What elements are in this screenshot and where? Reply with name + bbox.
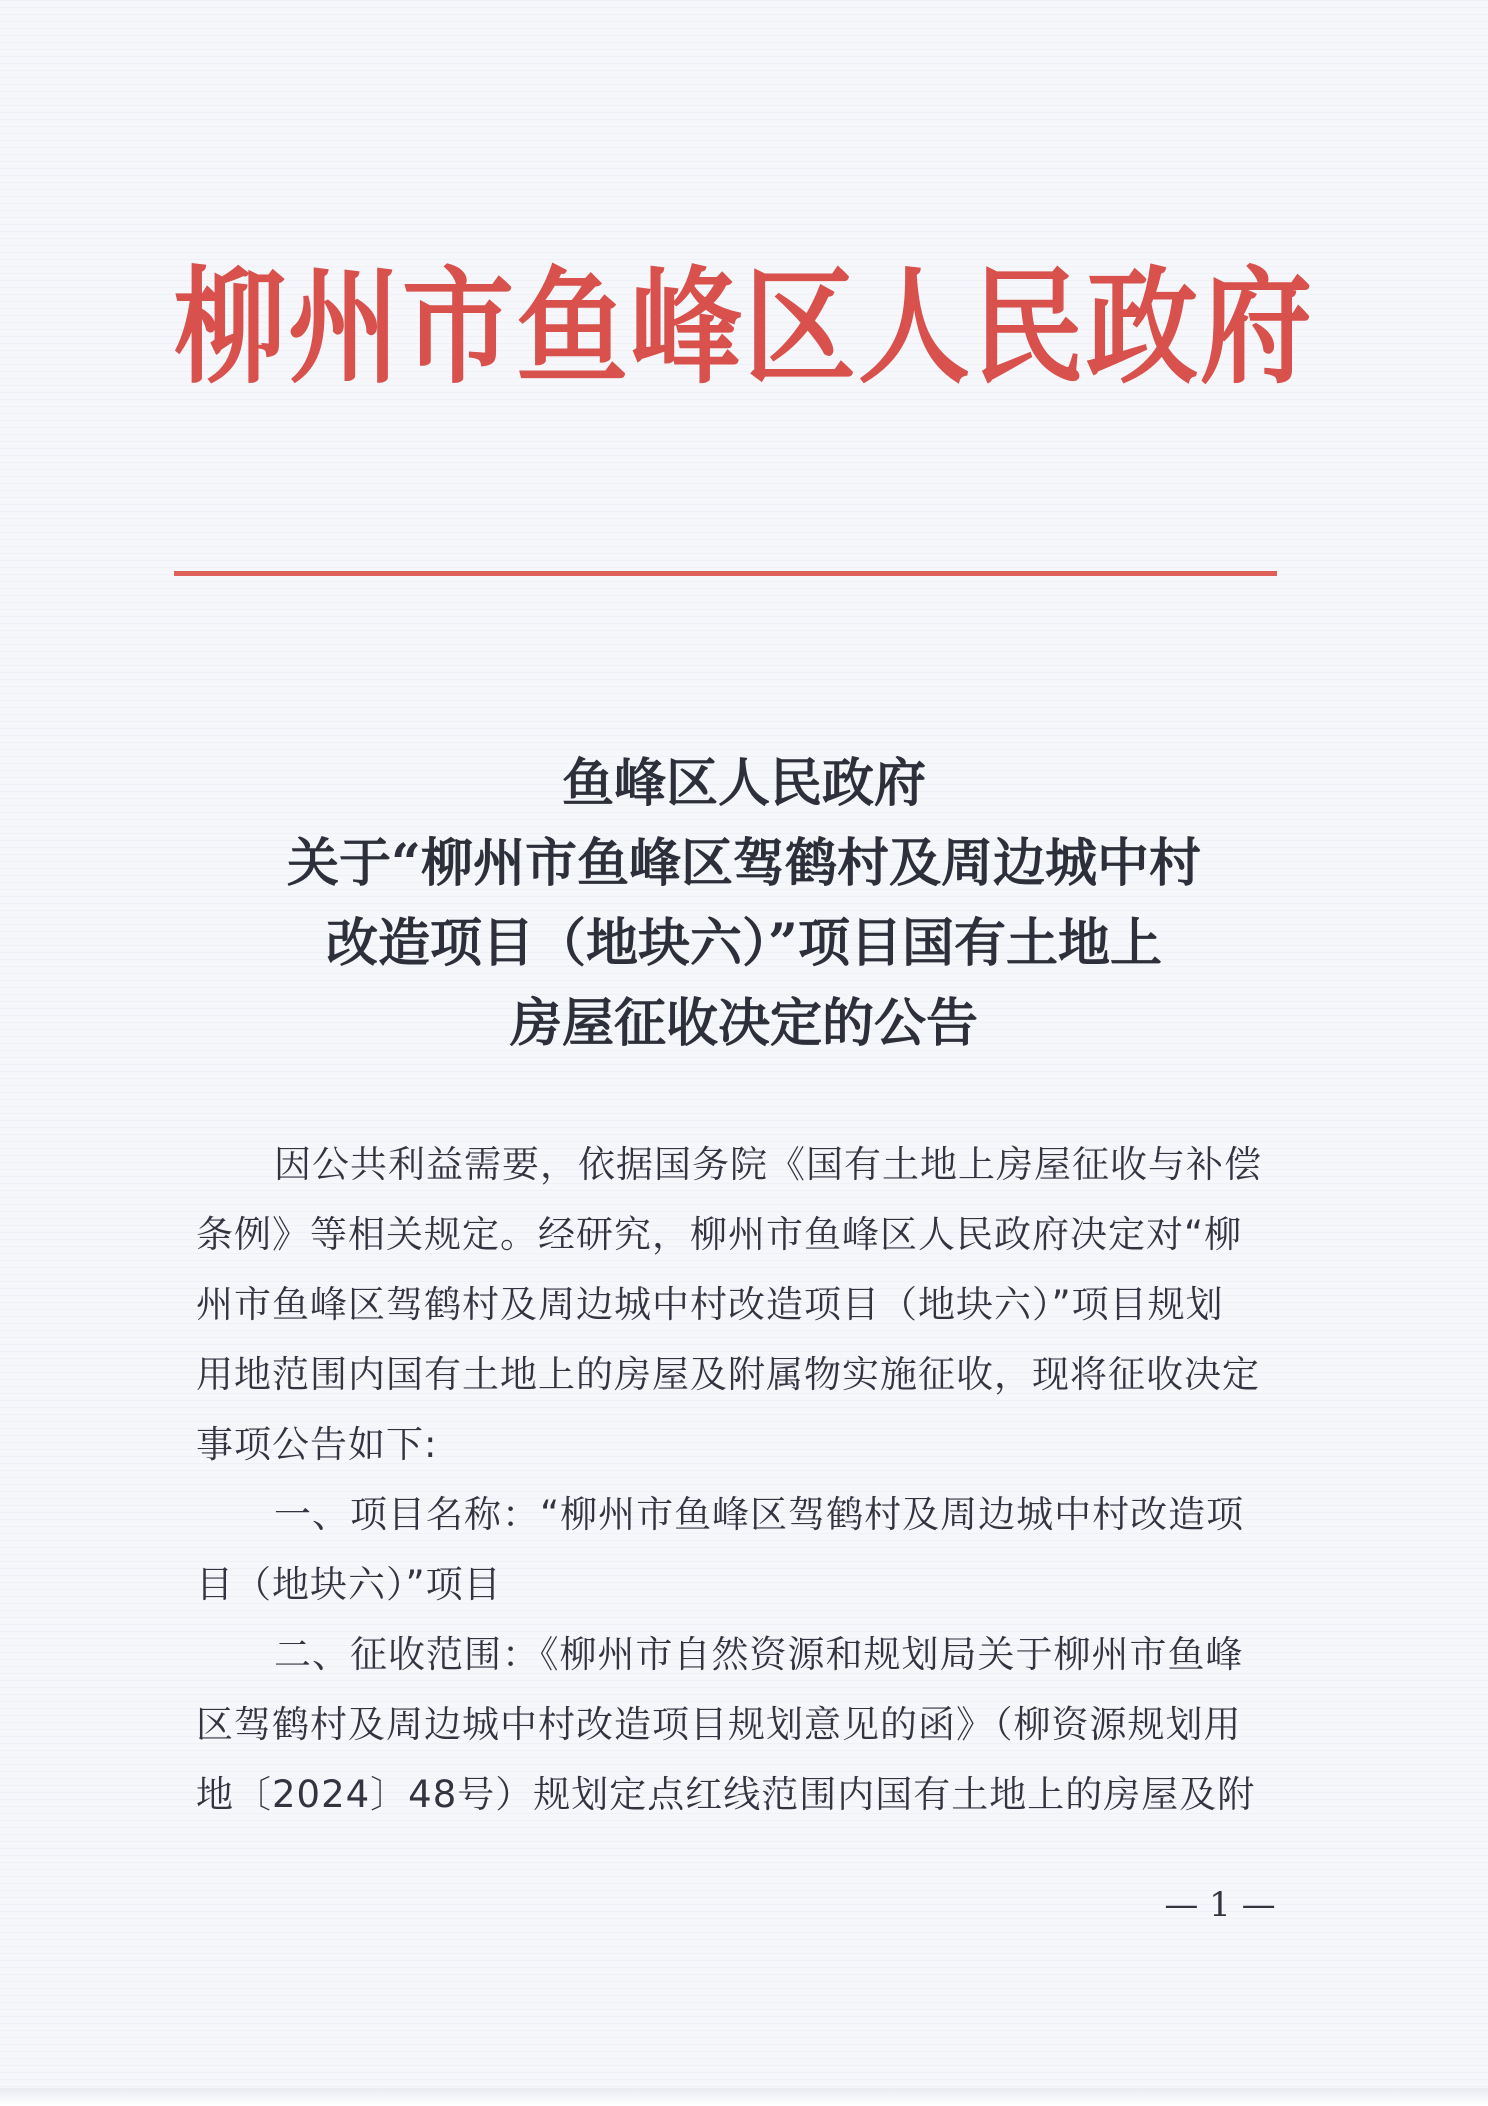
item-project-name-line-2: 目（地块六）”项目 bbox=[196, 1563, 502, 1606]
title-line-3: 改造项目（地块六）”项目国有土地上 bbox=[326, 913, 1162, 974]
title-line-2: 关于“柳州市鱼峰区驾鹤村及周边城中村 bbox=[287, 833, 1201, 894]
item-project-name-line-1: 一、项目名称：“柳州市鱼峰区驾鹤村及周边城中村改造项 bbox=[274, 1493, 1245, 1536]
paragraph-intro-line-4: 用地范围内国有土地上的房屋及附属物实施征收，现将征收决定 bbox=[196, 1353, 1260, 1396]
paragraph-intro-line-2: 条例》等相关规定。经研究，柳州市鱼峰区人民政府决定对“柳 bbox=[196, 1213, 1243, 1256]
masthead-title: 柳州市鱼峰区人民政府 bbox=[174, 254, 1314, 402]
item-scope-line-1: 二、征收范围：《柳州市自然资源和规划局关于柳州市鱼峰 bbox=[274, 1633, 1244, 1676]
title-line-4: 房屋征收决定的公告 bbox=[509, 993, 978, 1054]
title-line-1: 鱼峰区人民政府 bbox=[561, 753, 926, 814]
item-scope-line-3: 地〔2024〕48号）规划定点红线范围内国有土地上的房屋及附 bbox=[196, 1773, 1256, 1816]
paragraph-intro-line-5: 事项公告如下: bbox=[196, 1423, 438, 1466]
red-divider-line bbox=[174, 571, 1277, 576]
document-title bbox=[180, 744, 1308, 1064]
scan-bottom-edge bbox=[0, 2088, 1488, 2106]
page-number: — 1 — bbox=[1164, 1885, 1276, 1925]
item-scope-line-2: 区驾鹤村及周边城中村改造项目规划意见的函》（柳资源规划用 bbox=[196, 1703, 1242, 1746]
paragraph-intro-line-3: 州市鱼峰区驾鹤村及周边城中村改造项目（地块六）”项目规划 bbox=[196, 1283, 1224, 1326]
paragraph-intro-line-1: 因公共利益需要，依据国务院《国有土地上房屋征收与补偿 bbox=[274, 1143, 1262, 1186]
document-body bbox=[196, 1130, 1302, 1830]
